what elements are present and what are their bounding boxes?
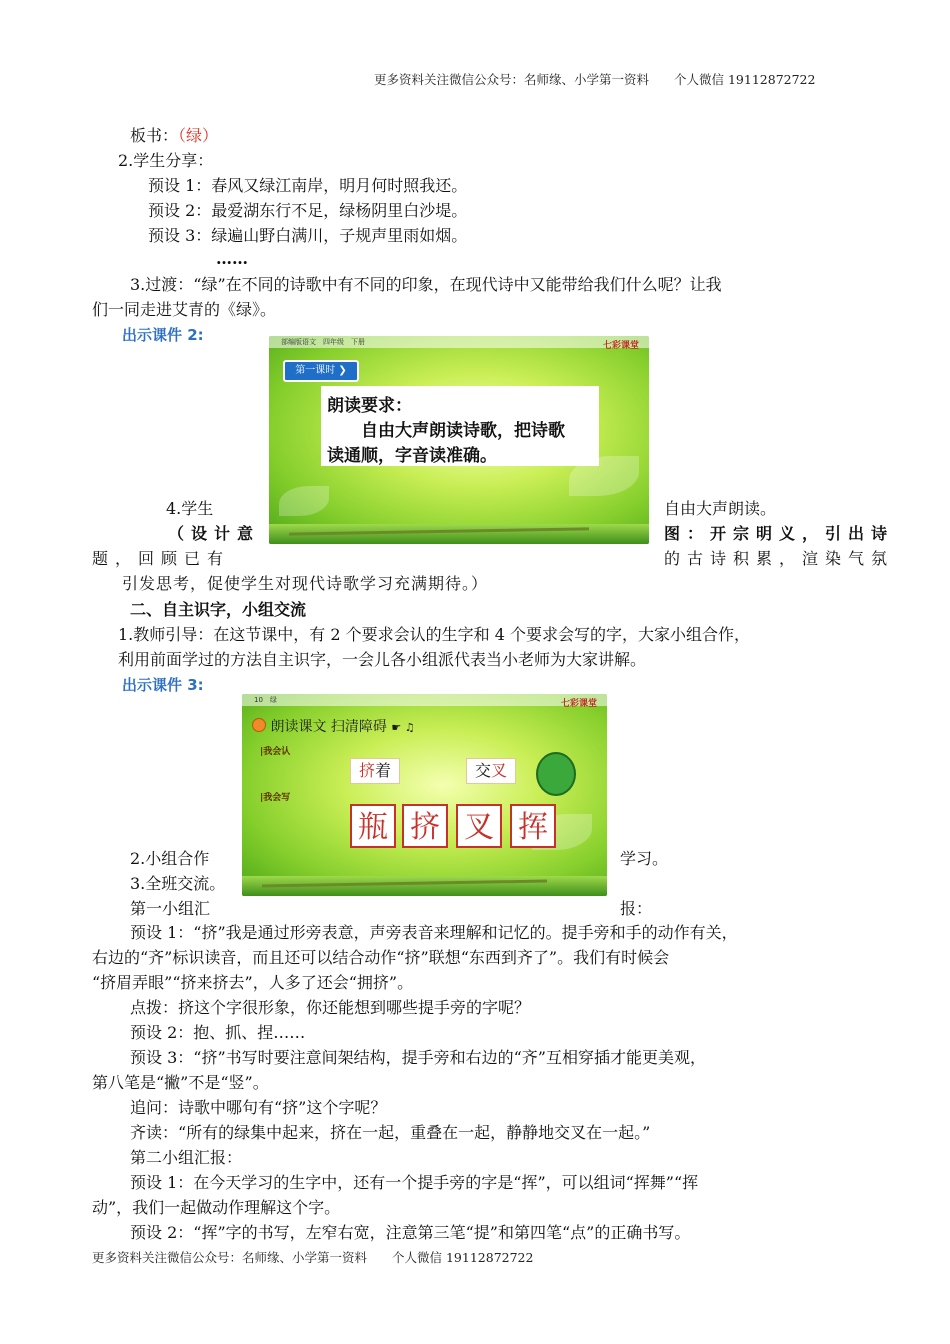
card-line: 读通顺，字音读准确。	[327, 446, 497, 466]
board-line	[130, 123, 218, 148]
design-right: 的古诗积累，渲染气氛	[664, 549, 895, 568]
design-line: 引发思考，促使学生对现代诗歌学习充满期待。）	[122, 574, 489, 593]
board-label: 板书：	[130, 126, 179, 145]
body-line: 点拨：挤这个字很形象，你还能想到哪些提手旁的字呢？	[130, 998, 531, 1017]
slide-topbar: 部编版语文 四年级 下册	[269, 336, 649, 348]
transition-line: 们一同走进艾青的《绿》。	[92, 300, 277, 319]
design-right	[664, 521, 894, 546]
write-char: 叉	[456, 804, 502, 848]
card-title: 朗读要求：	[327, 396, 412, 416]
share-item: 预设 1：春风又绿江南岸，明月何时照我还。	[148, 176, 468, 195]
group-right: 学习。	[620, 849, 669, 868]
write-char: 挥	[510, 804, 556, 848]
slide-bottom-bar	[269, 524, 649, 544]
smile-icon	[252, 718, 266, 732]
body-line: 齐读：“所有的绿集中起来，挤在一起，重叠在一起，静静地交叉在一起。”	[130, 1123, 651, 1142]
slide-topbar: 10 绿	[242, 694, 607, 706]
board-value: （绿）	[178, 126, 219, 145]
share-title: 2.学生分享：	[118, 151, 214, 170]
body-line: 第八笔是“撇”不是“竖”。	[92, 1073, 269, 1092]
courseware-slide-2	[242, 694, 607, 896]
design-left: 题，回顾已有	[92, 549, 231, 568]
slide-title	[252, 716, 415, 736]
body-line: “挤眉弄眼”“挤来挤去”，人多了还会“拥挤”。	[92, 973, 414, 992]
step4-left: 4.学生	[166, 499, 214, 518]
write-label: |我会写	[260, 793, 291, 803]
slide-bottom-bar	[242, 876, 607, 896]
guide-line: 利用前面学过的方法自主识字，一会儿各小组派代表当小老师为大家讲解。	[118, 650, 647, 669]
slide-logo: 七彩课堂	[560, 699, 597, 709]
body-line: 预设 2：“挥”字的书写，左窄右宽，注意第三笔“提”和第四笔“点”的正确书写。	[130, 1223, 691, 1242]
share-ellipsis: ……	[216, 249, 248, 268]
share-item: 预设 2：最爱湖东行不足，绿杨阴里白沙堤。	[148, 201, 468, 220]
write-char: 瓶	[350, 804, 396, 848]
recognize-word: 挤着	[350, 758, 400, 784]
step4-right: 自由大声朗读。	[664, 499, 777, 518]
guide-line: 1.教师引导：在这节课中，有 2 个要求会认的生字和 4 个要求会写的字，大家小组合作，	[118, 625, 750, 644]
body-line: 预设 1：在今天学习的生字中，还有一个提手旁的字是“挥”，可以组词“挥舞”“挥	[130, 1173, 699, 1192]
design-left: （设计意	[168, 524, 261, 543]
leaf-decoration	[279, 486, 329, 516]
group-left: 2.小组合作	[130, 849, 210, 868]
page-header: 更多资料关注微信公众号：名师缘、小学第一资料 个人微信 19112872722	[374, 72, 816, 87]
lesson-tab: 第一课时 ❯	[283, 360, 359, 382]
body-line: 追问：诗歌中哪句有“挤”这个字呢？	[130, 1098, 387, 1117]
share-item: 预设 3：绿遍山野白满川，子规声里雨如烟。	[148, 226, 468, 245]
courseware-3-label: 出示课件 3:	[122, 676, 204, 694]
section-title: 二、自主识字，小组交流	[130, 600, 307, 619]
turtle-mascot-icon	[536, 752, 576, 796]
transition-line: 3.过渡：“绿”在不同的诗歌中有不同的印象，在现代诗中又能带给我们什么呢？让我	[130, 275, 722, 294]
body-line: 预设 1：“挤”我是通过形旁表意，声旁表音来理解和记忆的。提手旁和手的动作有关，	[130, 923, 738, 942]
recognize-word: 交叉	[466, 758, 516, 784]
body-line: 右边的“齐”标识读音，而且还可以结合动作“挤”联想“东西到齐了”。我们有时候会	[92, 948, 670, 967]
reading-requirement-card	[321, 386, 599, 466]
report1-left: 第一小组汇	[130, 899, 211, 918]
page-footer: 更多资料关注微信公众号：名师缘、小学第一资料 个人微信 19112872722	[92, 1250, 534, 1265]
write-char: 挤	[402, 804, 448, 848]
body-line: 预设 3：“挤”书写时要注意间架结构，提手旁和右边的“齐”互相穿插才能更美观，	[130, 1048, 706, 1067]
body-line: 动”，我们一起做动作理解这个字。	[92, 1198, 341, 1217]
design-right-text: 图：开宗明义，引出诗	[664, 524, 895, 543]
courseware-slide-1	[269, 336, 649, 544]
slide-logo: 七彩课堂	[602, 341, 639, 351]
body-line: 第二小组汇报：	[130, 1148, 243, 1167]
courseware-2-label: 出示课件 2:	[122, 326, 204, 344]
report1-right: 报：	[620, 899, 653, 918]
slide-title-text: 朗读课文 扫清障碍	[270, 719, 387, 735]
recognize-label: |我会认	[260, 747, 291, 757]
card-line: 自由大声朗读诗歌，把诗歌	[361, 421, 565, 441]
class-exchange: 3.全班交流。	[130, 874, 226, 893]
headphone-icon: ☛ ♫	[391, 721, 415, 734]
body-line: 预设 2：抱、抓、捏……	[130, 1023, 306, 1042]
